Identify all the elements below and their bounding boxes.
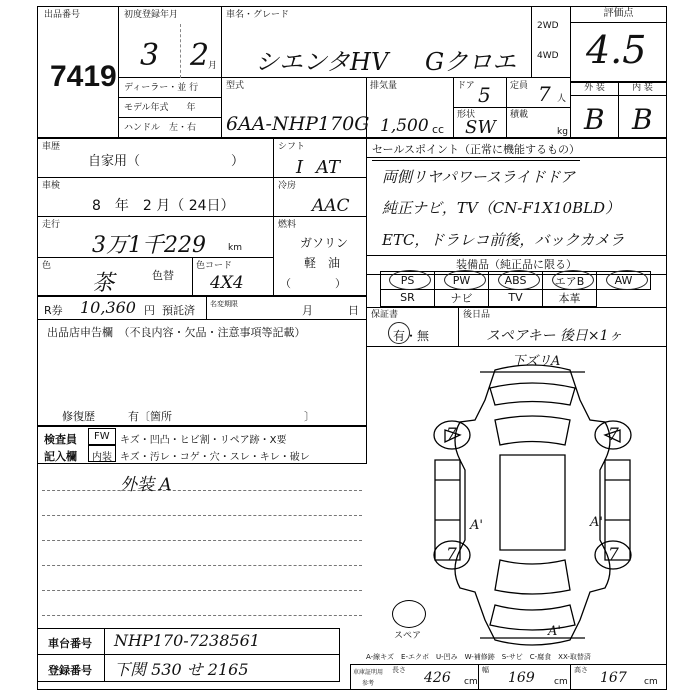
lot-number: 7419 <box>50 60 117 93</box>
option-leather: 本革 <box>543 289 597 307</box>
inspector-label-top: 検査員 <box>44 433 77 446</box>
capacity-unit: 人 <box>557 94 567 104</box>
car-diagram <box>400 360 665 650</box>
drive-4wd: 4WD <box>537 51 559 61</box>
rear-side-mark: A' <box>590 515 603 530</box>
plate-value: 下関 530 せ 2165 <box>114 660 249 679</box>
wheel-mark: 7 <box>608 545 619 565</box>
option-circle <box>498 270 540 290</box>
sales-points-rule <box>366 157 667 158</box>
first-reg-year: 3 <box>140 38 160 73</box>
note-line <box>42 515 362 516</box>
length-unit: cm <box>464 677 478 687</box>
wheel-mark: 7 <box>446 545 457 565</box>
door-label: ドア <box>457 81 475 91</box>
shift-label: シフト <box>278 142 306 152</box>
option-tv: TV <box>489 289 543 307</box>
chassis-value: NHP170-7238561 <box>114 631 260 650</box>
inspection-label: 車検 <box>42 181 61 191</box>
length-label: 長さ <box>392 666 406 674</box>
month-unit: 月 <box>208 61 218 71</box>
first-reg-month: 2 <box>190 38 210 73</box>
spare-icon <box>392 600 426 628</box>
top-note: 下ズリA <box>512 354 561 369</box>
interior-label: 内 装 <box>618 82 667 96</box>
sales-point-line: 両側リヤパワースライドドア <box>382 168 576 186</box>
mileage-label: 走行 <box>42 220 61 230</box>
grade-value: Gクロエ <box>425 48 517 76</box>
expiry-label: 名変期限 <box>210 300 238 308</box>
ac-label: 冷房 <box>278 181 297 191</box>
sales-points-title: セールスポイント（正常に機能するもの） <box>372 141 580 161</box>
equipment-row-2 <box>380 289 597 307</box>
sales-point-line: ETC，ドラレコ前後，バックカメラ <box>382 231 625 249</box>
shift-value: AT <box>316 157 341 178</box>
capacity-value: 7 <box>538 82 551 106</box>
dealer-label: ディーラー・並 行 <box>124 83 199 93</box>
note-line <box>42 590 362 591</box>
repair-value: 有〔箇所 〕 <box>128 410 315 423</box>
option-circle <box>552 270 594 290</box>
spare-label: スペア <box>394 631 422 641</box>
shape-value: SW <box>465 117 496 138</box>
displacement-label: 排気量 <box>370 81 398 91</box>
first-reg-divider <box>180 24 181 78</box>
score-value: 4.5 <box>586 28 647 72</box>
note-line <box>42 490 362 491</box>
deposit-label: 預託済 <box>162 304 195 317</box>
width-unit: cm <box>554 677 568 687</box>
load-unit: kg <box>557 127 568 137</box>
option-circle <box>444 270 486 290</box>
shape-label: 形状 <box>457 110 476 120</box>
option-sr: SR <box>381 289 435 307</box>
fuel-label: 燃料 <box>278 220 297 230</box>
color-code-value: 4X4 <box>210 273 244 293</box>
chassis-label: 車台番号 <box>48 637 92 650</box>
color-code-label: 色コード <box>196 261 233 271</box>
height-value: 167 <box>600 670 627 686</box>
dims-label-bottom: 参考 <box>362 680 375 687</box>
km-unit: km <box>228 243 242 253</box>
ac-value: AAC <box>312 196 350 216</box>
option-circle <box>606 270 648 290</box>
int-items: キズ・汚レ・コゲ・穴・スレ・キレ・破レ <box>120 452 310 463</box>
drive-2wd: 2WD <box>537 21 559 31</box>
fw-items: キズ・凹凸・ヒビ割・リペア跡・X要 <box>120 435 287 446</box>
history-label: 車歴 <box>42 142 61 152</box>
warranty-label: 保証書 <box>371 310 399 320</box>
option-navi: ナビ <box>435 289 489 307</box>
option-aw: AW <box>597 272 651 290</box>
model-label: 車名・グレード <box>226 10 290 20</box>
model-year-label: モデル年式 年 <box>124 103 196 113</box>
remarks-title: 出品店申告欄 （不良内容・欠品・注意事項等記載） <box>47 326 306 339</box>
handle-label: ハンドル 左・右 <box>124 123 197 133</box>
inspector-label-bottom: 記入欄 <box>44 450 77 463</box>
color-label: 色 <box>42 261 52 271</box>
fuel-option-diesel: 軽 油 <box>304 256 341 270</box>
mileage-value: 3万1千229 <box>92 233 206 258</box>
after-item-label: 後日品 <box>463 310 491 320</box>
fuel-option-gasoline: ガソリン <box>300 236 349 250</box>
cc-unit: cc <box>432 123 445 136</box>
warranty-circle <box>388 322 410 344</box>
note-line <box>42 565 362 566</box>
fw-label: FW <box>94 431 110 442</box>
type-label: 型式 <box>226 81 245 91</box>
int-label: 内装 <box>92 452 112 463</box>
interior-grade: B <box>632 103 653 136</box>
recycle-divider <box>206 296 207 320</box>
note-line <box>42 540 362 541</box>
color-code-divider <box>192 257 193 296</box>
recycle-label: R券 <box>44 304 63 317</box>
exterior-grade: B <box>584 103 605 136</box>
fuel-paren: （ ） <box>280 277 346 290</box>
wheel-mark: 7 <box>608 425 619 445</box>
recycle-month: 月 <box>302 304 313 317</box>
color-value: 茶 <box>92 271 115 296</box>
wheel-mark: 7 <box>446 425 457 445</box>
recycle-day: 日 <box>348 304 359 317</box>
option-abs: ABS <box>489 272 543 290</box>
length-value: 426 <box>424 670 451 686</box>
recycle-value: 10,360 <box>80 298 136 317</box>
inspection-value: 8 年 2 月（ 24日） <box>92 198 235 214</box>
dims-divider <box>570 664 571 690</box>
sales-point-line: 純正ナビ，TV（CN-F1X10BLD） <box>382 199 621 217</box>
first-reg-label: 初度登録年月 <box>124 10 179 20</box>
inspector-note: 外装 A <box>120 475 172 495</box>
capacity-label: 定員 <box>510 81 529 91</box>
width-label: 幅 <box>482 666 489 674</box>
plate-label: 登録番号 <box>48 664 92 677</box>
front-side-mark: A' <box>470 518 483 533</box>
height-label: 高さ <box>574 666 588 674</box>
history-value: 自家用（ ） <box>88 154 245 169</box>
option-circle <box>389 270 431 290</box>
dims-divider <box>478 664 479 690</box>
displacement-value: 1,500 <box>380 116 429 136</box>
height-unit: cm <box>644 677 658 687</box>
type-value: 6AA-NHP170G <box>226 113 370 135</box>
lot-label: 出品番号 <box>44 10 81 20</box>
drive-cell <box>531 6 571 78</box>
color-change-label: 色替 <box>152 269 174 282</box>
bottom-mark: A' <box>548 624 561 639</box>
recycle-unit: 円 <box>144 304 155 317</box>
dims-label-top: 車庫証明用 <box>353 669 384 676</box>
option-airbag: エアB <box>543 272 597 290</box>
load-label: 積載 <box>510 110 529 120</box>
warranty-value: 有・無 <box>393 329 430 343</box>
exterior-label: 外 装 <box>570 82 619 96</box>
score-label: 評価点 <box>570 6 667 23</box>
option-pw: PW <box>435 272 489 290</box>
width-value: 169 <box>508 670 535 686</box>
option-ps: PS <box>381 272 435 290</box>
after-item-value: スペアキー 後日×1ヶ <box>486 328 623 344</box>
door-value: 5 <box>478 83 491 107</box>
model-name: シエンタHV <box>255 48 389 76</box>
equipment-title: 装備品（純正品に限る） <box>366 256 667 275</box>
shift-prefix: I <box>296 157 304 178</box>
note-line <box>42 615 362 616</box>
repair-label: 修復歴 <box>62 410 95 423</box>
damage-legend: A-線キズ E-エクボ U-凹み W-補修跡 S-サビ C-腐食 XX-取替済 <box>366 653 591 661</box>
